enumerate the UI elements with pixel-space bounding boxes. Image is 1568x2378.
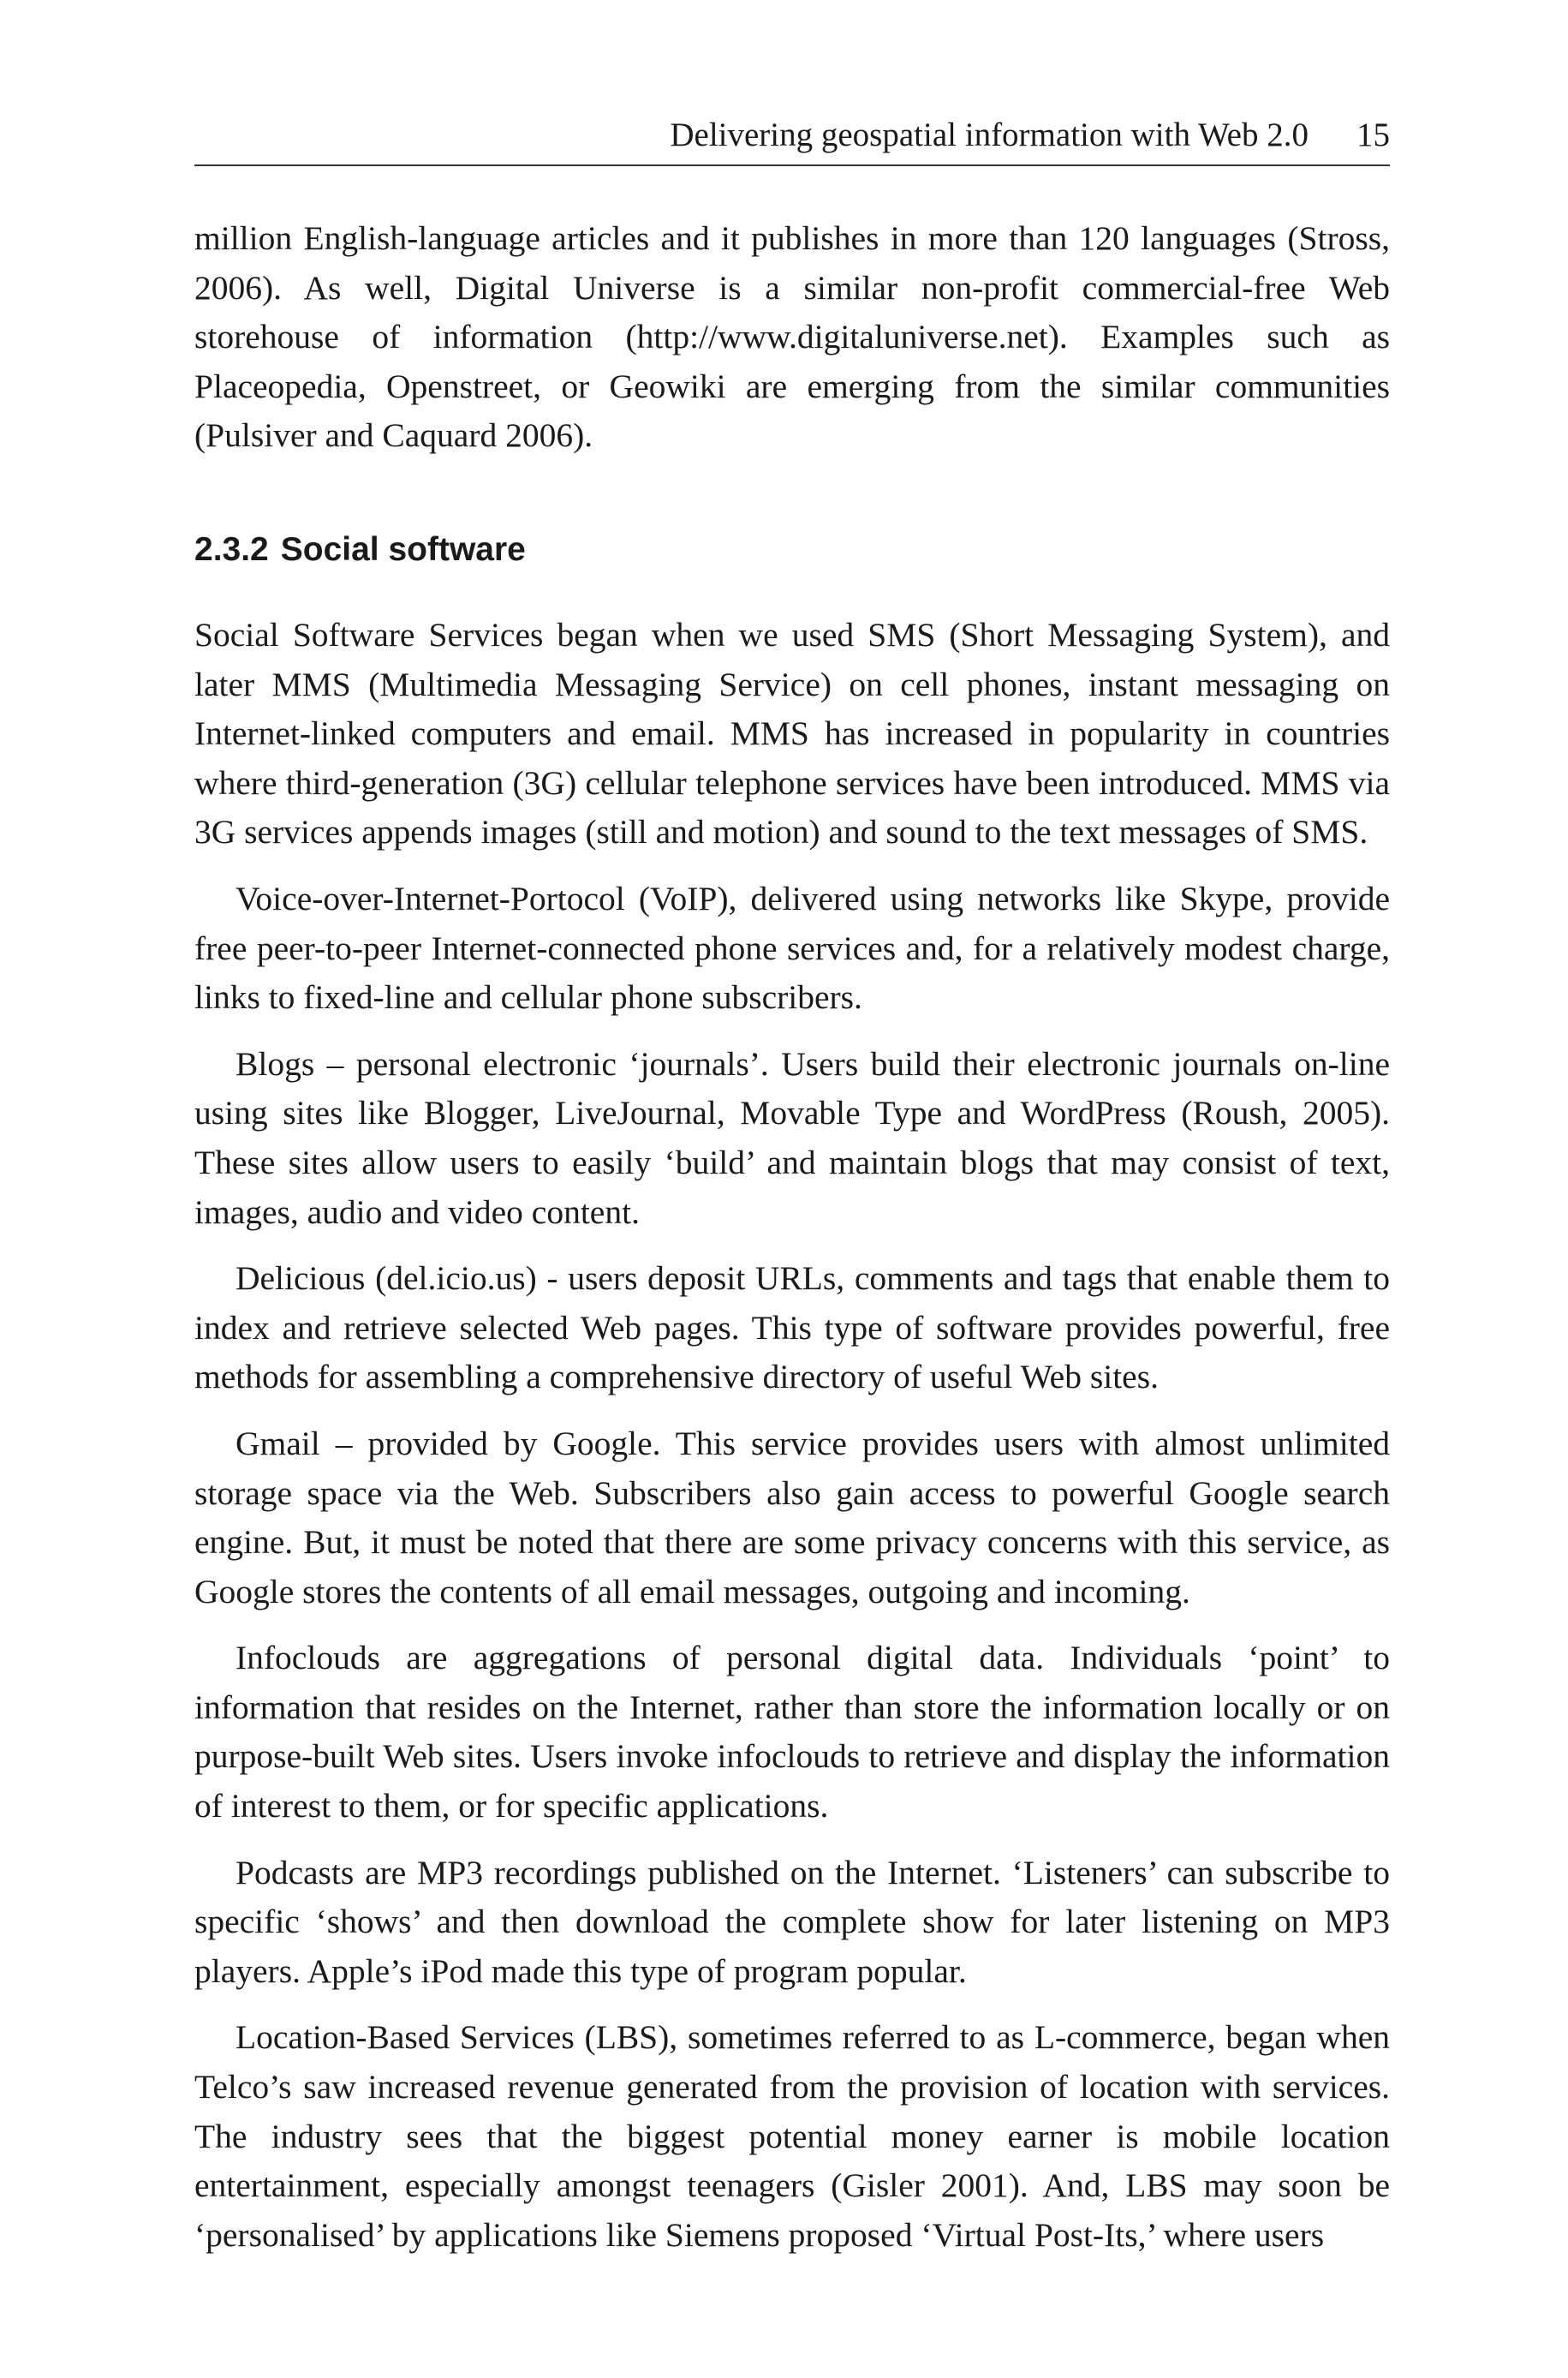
section-heading — [194, 529, 526, 571]
paragraph-voip: Voice-over-Internet-Portocol (VoIP), delivered using networks like Skype, provide free peer-to-peer Internet-connected phone services and, for a relatively modest charge, links to fixed-line and cellular phone subscribers. — [194, 879, 1390, 1017]
intro-paragraph: million English-language articles and it publishes in more than 120 languages (Stross, 2006). As well, Digital Universe is a similar non-profit commercial-free Web storehouse of information (http://www.digitaluniverse.net). Examples such as Placeopedia, Openstreet, or Geowiki are emerging from the similar communities (Pulsiver and Caquard 2006). — [194, 219, 1390, 455]
paragraph-lbs: Location-Based Services (LBS), sometimes referred to as L-commerce, began when Telco’s saw increased revenue generated from the provision of location with services. The industry sees that the biggest potential money earner is mobile location entertainment, especially amongst teenagers (Gisler 2001). And, LBS may soon be ‘personalised’ by applications like Siemens proposed ‘Virtual Post-Its,’ where users — [194, 2018, 1390, 2254]
paragraph-podcasts: Podcasts are MP3 recordings published on the Internet. ‘Listeners’ can subscribe to specific ‘shows’ and then download the complete show for later listening on MP3 players. Apple’s iPod made this type of program popular. — [194, 1853, 1390, 1990]
running-title: Delivering geospatial information with Web 2.0 — [670, 117, 1309, 153]
running-header — [194, 113, 1390, 166]
section-title: Social software — [280, 531, 526, 568]
paragraph-sms-mms: Social Software Services began when we used SMS (Short Messaging System), and later MMS (Multimedia Messaging Service) on cell phones, instant messaging on Internet-linked computers and email. MMS has increased in popularity in countries where third-generation (3G) cellular telephone services have been introduced. MMS via 3G services appends images (still and motion) and sound to the text messages of SMS. — [194, 616, 1390, 851]
paragraph-delicious: Delicious (del.icio.us) - users deposit URLs, comments and tags that enable them to index and retrieve selected Web pages. This type of software provides powerful, free methods for assembling a comprehensive directory of useful Web sites. — [194, 1259, 1390, 1396]
intro-text-block — [194, 214, 1390, 461]
paragraph-blogs: Blogs – personal electronic ‘journals’. Users build their electronic journals on-line using sites like Blogger, LiveJournal, Movable Type and WordPress (Roush, 2005). These sites allow users to easily ‘build’ and maintain blogs that may consist of text, images, audio and video content. — [194, 1044, 1390, 1231]
paragraph-gmail: Gmail – provided by Google. This service provides users with almost unlimited storage space via the Web. Subscribers also gain access to powerful Google search engine. But, it must be noted that there are some privacy concerns with this service, as Google stores the contents of all email messages, outgoing and incoming. — [194, 1424, 1390, 1610]
page-number: 15 — [1356, 117, 1390, 153]
section-body — [194, 611, 1390, 2260]
paragraph-infoclouds: Infoclouds are aggregations of personal digital data. Individuals ‘point’ to information that resides on the Internet, rather than store the information locally or on purpose-built Web sites. Users invoke infoclouds to retrieve and display the information of interest to them, or for specific applications. — [194, 1639, 1390, 1825]
section-number: 2.3.2 — [194, 531, 269, 568]
